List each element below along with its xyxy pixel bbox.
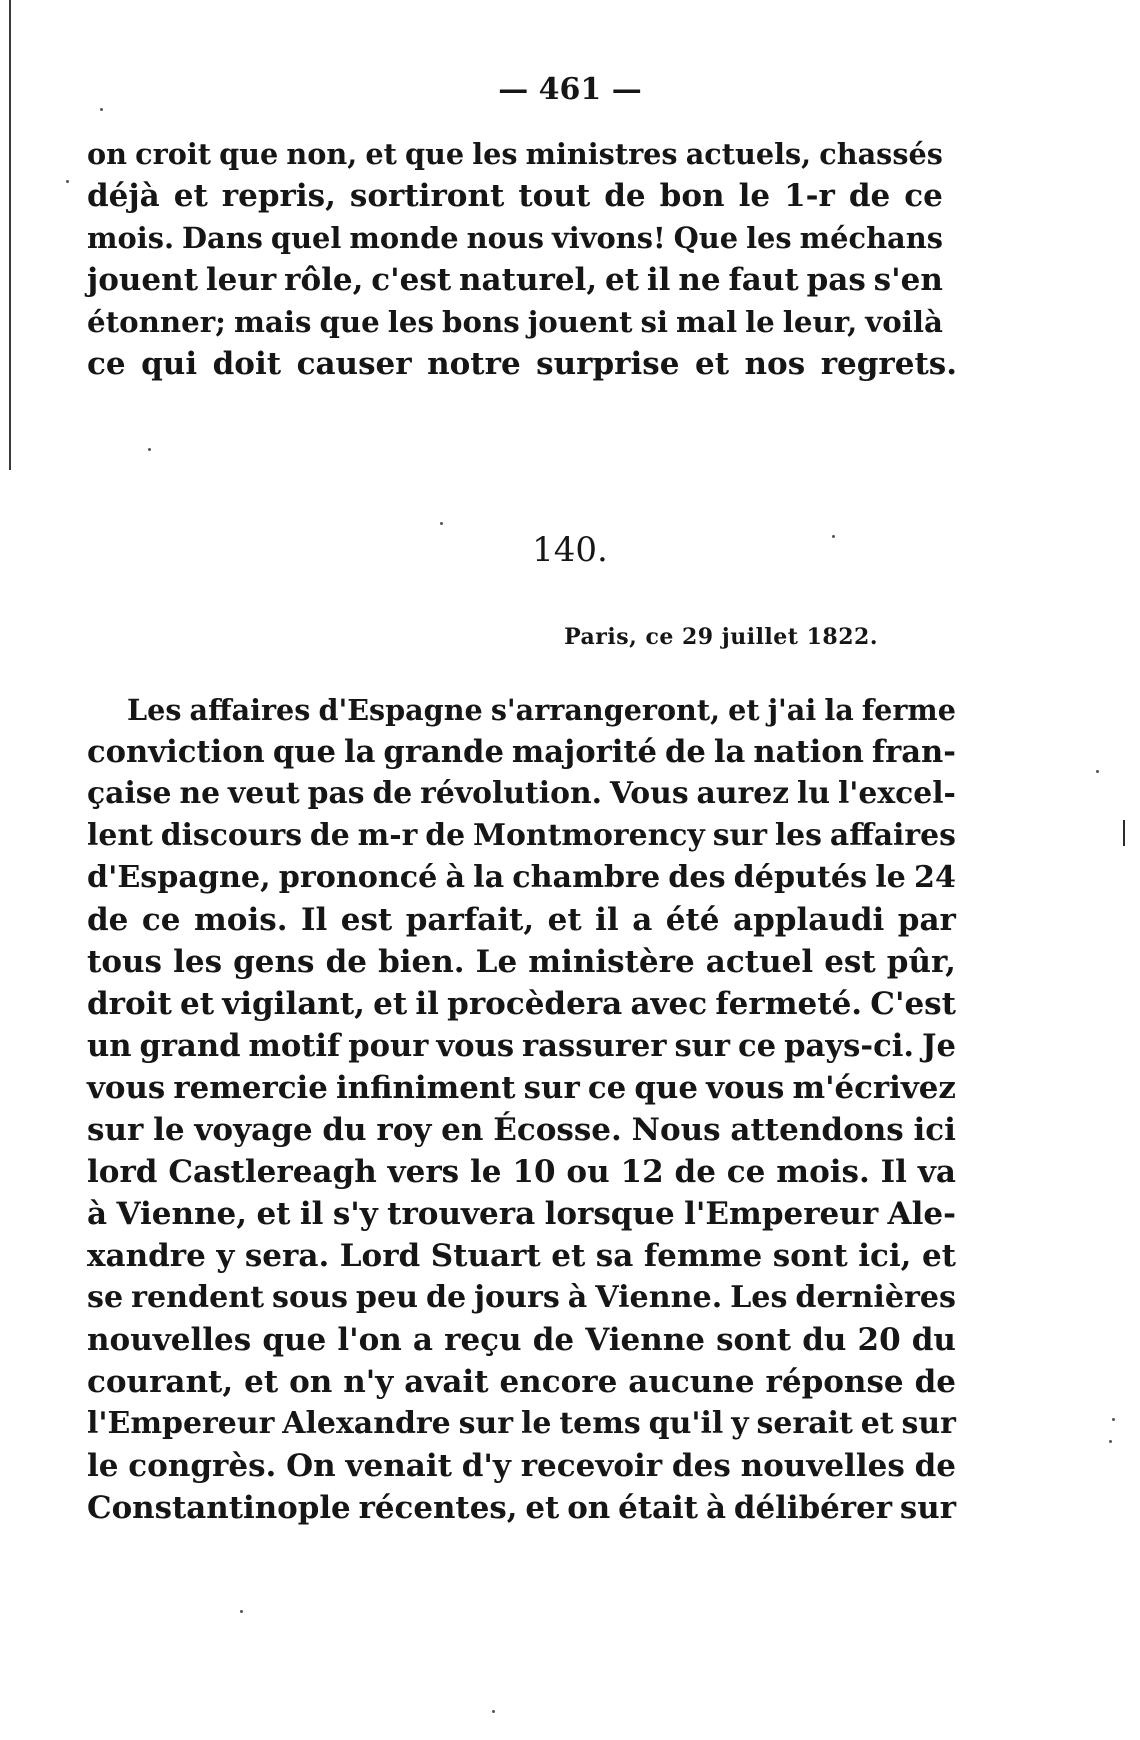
word: bien. [378, 944, 465, 980]
word: Vous [609, 776, 689, 811]
word: discours [160, 818, 303, 853]
word: actuel [705, 944, 814, 980]
word: ministres [525, 137, 678, 171]
word: les [173, 944, 223, 980]
word: l'Empereur [87, 1406, 275, 1441]
word: les [774, 818, 822, 853]
word: il [646, 262, 671, 298]
word: de [87, 902, 129, 938]
word: recevoir [520, 1448, 663, 1484]
word: a [632, 902, 653, 938]
word: xandre [87, 1238, 206, 1274]
text-line [87, 1487, 956, 1529]
word: sur [901, 1406, 956, 1441]
word: les [387, 305, 434, 339]
word: ferme [861, 693, 956, 727]
word: Les [127, 693, 182, 727]
word: notre [427, 346, 521, 382]
speck [148, 448, 151, 451]
text-line [87, 857, 956, 899]
word: sont [716, 1322, 792, 1358]
word: du [802, 1322, 847, 1358]
word: ne [678, 262, 721, 298]
word: un [87, 1028, 132, 1064]
word: leur, [782, 305, 858, 339]
text-line [87, 259, 943, 301]
text-line [87, 1277, 956, 1319]
word: de [309, 818, 350, 853]
word: prononcé [278, 860, 438, 895]
word: tems [559, 1406, 641, 1441]
word: bons [442, 305, 520, 339]
word: et [694, 346, 730, 382]
word: c'est [371, 262, 452, 298]
word: ce [141, 902, 181, 938]
word: l'Empereur [684, 1196, 879, 1232]
word: on [567, 1490, 611, 1526]
word: n'y [343, 1364, 394, 1400]
word: vous [436, 1028, 515, 1064]
word: rassurer [522, 1028, 667, 1064]
speck [240, 1610, 243, 1613]
word: doit [212, 346, 282, 382]
word: du [911, 1322, 956, 1358]
text-line [87, 1445, 956, 1487]
word: ce [587, 1070, 627, 1106]
word: et [244, 1364, 279, 1400]
word: j'ai [767, 693, 817, 727]
word: à [445, 860, 466, 895]
word: veut [227, 776, 300, 811]
word: pays-ci. [784, 1028, 915, 1064]
text-line [87, 1025, 956, 1067]
word: repris, [221, 178, 336, 214]
word: affaires [189, 693, 311, 727]
word: actuels, [685, 137, 812, 171]
word: ne [179, 776, 221, 811]
letter-dateline: Paris, ce 29 juillet 1822. [564, 624, 878, 650]
word: remercie [173, 1070, 328, 1106]
word: ce [87, 346, 126, 382]
word: de [674, 1154, 716, 1190]
word: de [425, 818, 466, 853]
text-line [87, 1151, 956, 1193]
word: à [567, 1280, 588, 1315]
word: du [322, 1112, 367, 1148]
word: Le [475, 944, 518, 980]
word: il [299, 1196, 324, 1232]
word: naturel, [459, 262, 598, 298]
text-line [87, 301, 943, 343]
word: nouvelles [740, 1448, 905, 1484]
word: voilà [865, 305, 943, 339]
word: des [668, 860, 726, 895]
word: tous [87, 944, 162, 980]
word: peu [355, 1280, 419, 1315]
word: était [618, 1490, 699, 1526]
word: déjà [87, 178, 160, 214]
word: le [470, 1154, 502, 1190]
word: congrès. [128, 1448, 277, 1484]
word: que [262, 1322, 327, 1358]
word: le [87, 1448, 119, 1484]
word: sur [87, 1112, 144, 1148]
word: Les [730, 1280, 788, 1315]
word: sur [674, 1028, 731, 1064]
word: que [219, 137, 279, 171]
word: vers [387, 1154, 460, 1190]
word: ou [566, 1154, 610, 1190]
word: se [87, 1280, 124, 1315]
word: monde [349, 221, 459, 255]
word: chambre [512, 860, 661, 895]
word: femme [643, 1238, 763, 1274]
word: l'excel- [837, 776, 956, 811]
word: parfait, [405, 902, 535, 938]
word: Lord [339, 1238, 421, 1274]
text-line [87, 1067, 956, 1109]
word: et [860, 1406, 894, 1441]
word: sur [899, 1490, 956, 1526]
word: qu'il [648, 1406, 724, 1441]
word: jouent [87, 262, 199, 298]
speck [1109, 1440, 1112, 1443]
word: on [289, 1364, 333, 1400]
word: et [173, 178, 208, 214]
speck [440, 522, 443, 525]
word: le [738, 178, 771, 214]
word: Constantinople [87, 1490, 351, 1526]
word: à [705, 1490, 726, 1526]
word: d'y [461, 1448, 511, 1484]
word: 12 [620, 1154, 664, 1190]
word: sous [272, 1280, 348, 1315]
word: vous [706, 1070, 785, 1106]
text-line [87, 133, 943, 175]
word: mais [233, 305, 312, 339]
word: 10 [512, 1154, 556, 1190]
text-line [87, 1361, 956, 1403]
text-line [87, 175, 943, 217]
word: et [365, 137, 397, 171]
word: que [634, 1070, 698, 1106]
word: de [914, 1364, 956, 1400]
word: va [917, 1154, 956, 1190]
speck [492, 1710, 495, 1713]
word: s'en [873, 262, 943, 298]
word: ce [904, 178, 943, 214]
text-line [87, 1109, 956, 1151]
text-line [87, 899, 956, 941]
word: bon [659, 178, 725, 214]
word: ce [738, 1028, 777, 1064]
word: 20 [857, 1322, 901, 1358]
word: pûr, [886, 944, 956, 980]
word: ce [726, 1154, 766, 1190]
word: m-r [357, 818, 418, 853]
word: il [415, 986, 439, 1022]
word: applaudi [733, 902, 885, 938]
word: et [728, 693, 760, 727]
word: été [665, 902, 720, 938]
word: le [745, 305, 775, 339]
word: majorité [511, 734, 658, 770]
word: çaise [87, 776, 172, 811]
word: lent [87, 818, 153, 853]
word: s'arrangeront, [490, 693, 721, 727]
word: nation [753, 734, 864, 770]
text-line [87, 983, 956, 1025]
word: nos [744, 346, 806, 382]
word: de [425, 1280, 467, 1315]
word: lord [87, 1154, 158, 1190]
letter-body [87, 689, 956, 1529]
word: délibérer [733, 1490, 892, 1526]
word: sur [712, 818, 767, 853]
word: de [325, 944, 367, 980]
word: Il [880, 1154, 907, 1190]
word: sont [772, 1238, 848, 1274]
word: sortiront [349, 178, 505, 214]
page-number: — 461 — [498, 72, 642, 107]
word: sur [458, 1406, 514, 1441]
word: à [87, 1196, 108, 1232]
word: Dans [182, 221, 263, 255]
word: chassés [819, 137, 943, 171]
word: et [525, 1490, 560, 1526]
word: conviction [87, 734, 265, 770]
text-line [87, 815, 956, 857]
word: qui [141, 346, 198, 382]
word: mois. [193, 902, 288, 938]
word: nouvelles [87, 1322, 252, 1358]
speck [66, 180, 69, 183]
word: aurez [696, 776, 790, 811]
word: et [604, 262, 640, 298]
word: m'écrivez [792, 1070, 956, 1106]
word: encore [499, 1364, 618, 1400]
word: gens [233, 944, 315, 980]
word: et [921, 1238, 956, 1274]
word: affaires [829, 818, 956, 853]
word: de [372, 776, 413, 811]
word: y [216, 1238, 235, 1274]
word: dernières [795, 1280, 956, 1315]
word: aucune [628, 1364, 755, 1400]
word: étonner; [87, 305, 226, 339]
word: 24 [913, 860, 956, 895]
word: Nous [631, 1112, 721, 1148]
word: jouent [527, 305, 633, 339]
word: vigilant, [222, 986, 365, 1022]
word: lorsque [544, 1196, 675, 1232]
word: surprise [536, 346, 680, 382]
word: mois. [87, 221, 174, 255]
word: mal [676, 305, 738, 339]
word: de [665, 734, 706, 770]
word: roy [376, 1112, 432, 1148]
word: et [373, 986, 408, 1022]
word: le [153, 1112, 185, 1148]
word: les [472, 137, 518, 171]
word: vivons! [552, 221, 666, 255]
text-line [87, 1235, 956, 1277]
text-line [87, 689, 956, 731]
word: vous [87, 1070, 166, 1106]
speck [1112, 1418, 1115, 1421]
word: a [412, 1322, 434, 1358]
word: méchans [799, 221, 943, 255]
word: est [824, 944, 876, 980]
word: tout [518, 178, 591, 214]
word: sa [595, 1238, 634, 1274]
letter-number: 140. [532, 530, 608, 570]
word: ici, [858, 1238, 912, 1274]
word: est [340, 902, 393, 938]
word: ici [913, 1112, 956, 1148]
word: venait [345, 1448, 452, 1484]
word: 1-r [784, 178, 835, 214]
word: avec [630, 986, 708, 1022]
word: jours [474, 1280, 560, 1315]
text-line [87, 343, 958, 385]
word: procèdera [447, 986, 623, 1022]
paragraph-continued [87, 133, 958, 385]
word: infiniment [335, 1070, 516, 1106]
word: députés [733, 860, 868, 895]
word: leur [205, 262, 277, 298]
text-line [87, 731, 956, 773]
word: courant, [87, 1364, 234, 1400]
word: motif [248, 1028, 341, 1064]
word: Stuart [430, 1238, 541, 1274]
word: on [87, 137, 127, 171]
word: rôle, [284, 262, 364, 298]
word: Il [300, 902, 328, 938]
word: Que [673, 221, 739, 255]
word: pas [806, 262, 866, 298]
text-line [87, 1319, 956, 1361]
text-line [87, 941, 956, 983]
text-line [87, 1403, 956, 1445]
word: la [824, 693, 854, 727]
word: Montmorency [472, 818, 705, 853]
word: l'on [337, 1322, 402, 1358]
word: non, [286, 137, 358, 171]
word: révolution. [420, 776, 602, 811]
word: réponse [765, 1364, 904, 1400]
word: Castlereagh [168, 1154, 377, 1190]
word: nous [466, 221, 545, 255]
speck [100, 108, 103, 111]
word: reçu [444, 1322, 522, 1358]
word: d'Espagne [318, 693, 483, 727]
word: ministère [528, 944, 695, 980]
word: grand [139, 1028, 241, 1064]
word: et [179, 986, 215, 1022]
word: quel [270, 221, 342, 255]
word: grande [383, 734, 504, 770]
word: les [746, 221, 792, 255]
word: lu [797, 776, 831, 811]
text-line [87, 1193, 956, 1235]
word: croit [135, 137, 211, 171]
binding-edge-line [9, 0, 11, 470]
word: trouvera [387, 1196, 536, 1232]
word: attendons [730, 1112, 904, 1148]
word: droit [87, 986, 172, 1022]
word: et [547, 902, 582, 938]
word: pour [348, 1028, 429, 1064]
word: rendent [131, 1280, 265, 1315]
text-line [87, 773, 956, 815]
word: la [713, 734, 746, 770]
word: de [914, 1448, 956, 1484]
word: C'est [870, 986, 956, 1022]
word: sera. [244, 1238, 330, 1274]
word: voyage [194, 1112, 313, 1148]
word: d'Espagne, [87, 860, 271, 895]
margin-mark [1123, 820, 1125, 846]
word: avait [404, 1364, 489, 1400]
word: que [319, 305, 380, 339]
word: fran- [871, 734, 956, 770]
word: Vienne. [595, 1280, 723, 1315]
word: de [532, 1322, 575, 1358]
word: la [343, 734, 376, 770]
word: en [441, 1112, 484, 1148]
word: et [256, 1196, 291, 1232]
word: Je [921, 1028, 956, 1064]
word: Alexandre [282, 1406, 451, 1441]
word: y [731, 1406, 749, 1441]
word: regrets. [820, 346, 958, 382]
word: On [286, 1448, 336, 1484]
word: la [473, 860, 505, 895]
word: mois. [776, 1154, 870, 1190]
word: Écosse. [493, 1112, 622, 1148]
word: serait [756, 1406, 853, 1441]
word: de [848, 178, 891, 214]
word: il [595, 902, 619, 938]
word: par [897, 902, 956, 938]
word: que [404, 137, 465, 171]
word: que [272, 734, 336, 770]
word: si [640, 305, 669, 339]
word: le [875, 860, 906, 895]
text-line [87, 217, 943, 259]
word: récentes, [358, 1490, 518, 1526]
word: Vienne, [116, 1196, 248, 1232]
word: causer [296, 346, 412, 382]
word: pas [307, 776, 365, 811]
word: sur [523, 1070, 580, 1106]
word: s'y [332, 1196, 378, 1232]
word: fermeté. [715, 986, 863, 1022]
word: le [520, 1406, 552, 1441]
word: de [604, 178, 646, 214]
word: faut [728, 262, 799, 298]
word: Ale- [887, 1196, 956, 1232]
speck [1096, 770, 1099, 773]
word: des [671, 1448, 731, 1484]
word: et [551, 1238, 586, 1274]
word: Vienne [585, 1322, 705, 1358]
